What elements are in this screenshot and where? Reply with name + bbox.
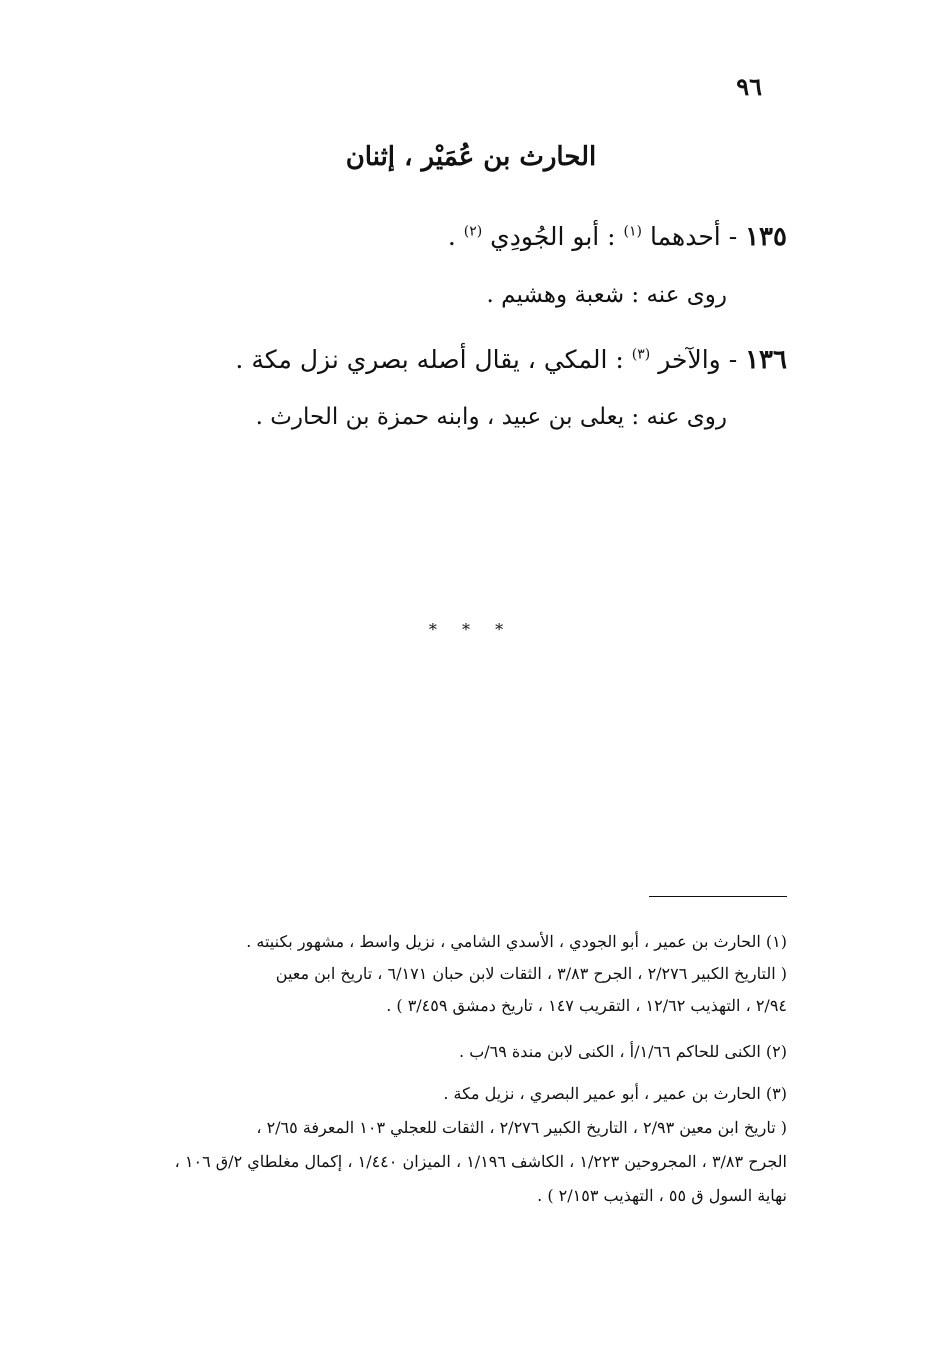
entry-text: : أبو الجُودِي [482,222,624,251]
footnote-ref[interactable]: (٢) [463,223,483,240]
narrated-by-136: روى عنه : يعلى بن عبيد ، وابنه حمزة بن الحارث . [255,404,727,430]
entry-text: والآخر [650,345,721,374]
footnote-ref[interactable]: (١) [623,223,643,240]
footnote-3-line-1: (٣) الحارث بن عمير ، أبو عمير البصري ، نزيل مكة . [443,1084,787,1103]
section-separator: * * * [428,620,514,639]
entry-text: أحدهما [642,222,721,251]
entry-text: : المكي ، يقال أصله بصري نزل مكة . [235,345,632,374]
footnote-1-line-3: ٢/٩٤ ، التهذيب ١٢/٦٢ ، التقريب ١٤٧ ، تاريخ دمشق ٣/٤٥٩ ) . [386,996,787,1015]
narrated-by-135: روى عنه : شعبة وهشيم . [486,282,727,308]
footnote-3-line-3: الجرح ٣/٨٣ ، المجروحين ١/٢٢٣ ، الكاشف ١/١٩٦ ، الميزان ١/٤٤٠ ، إكمال مغلطاي ٢/ق ١٠٦ ، [174,1152,787,1171]
footnote-divider [649,896,787,897]
footnote-1-line-1: (١) الحارث بن عمير ، أبو الجودي ، الأسدي الشامي ، نزيل واسط ، مشهور بكنيته . [246,932,787,951]
footnote-2-line-1: (٢) الكنى للحاكم ١/٦٦/أ ، الكنى لابن مندة ٦٩/ب . [459,1042,787,1061]
entry-number: ١٣٦ [745,345,787,375]
footnote-1-line-2: ( التاريخ الكبير ٢/٢٧٦ ، الجرح ٣/٨٣ ، الثقات لابن حبان ٦/١٧١ ، تاريخ ابن معين [275,964,787,983]
entry-number: ١٣٥ [745,222,787,252]
entry-text: . [447,222,464,251]
page-number: ٩٦ [736,72,762,101]
entry-dash: - [720,222,746,251]
section-heading: الحارث بن عُمَيْر ، إثنان [345,142,597,172]
footnote-3-line-4: نهاية السول ق ٥٥ ، التهذيب ٢/١٥٣ ) . [537,1186,787,1205]
entry-136 [235,345,787,375]
entry-dash: - [720,345,746,374]
footnote-3-line-2: ( تاريخ ابن معين ٢/٩٣ ، التاريخ الكبير ٢/٢٧٦ ، الثقات للعجلي ١٠٣ المعرفة ٢/٦٥ ، [256,1118,787,1137]
entry-135 [448,222,787,252]
footnote-ref[interactable]: (٣) [631,346,651,363]
